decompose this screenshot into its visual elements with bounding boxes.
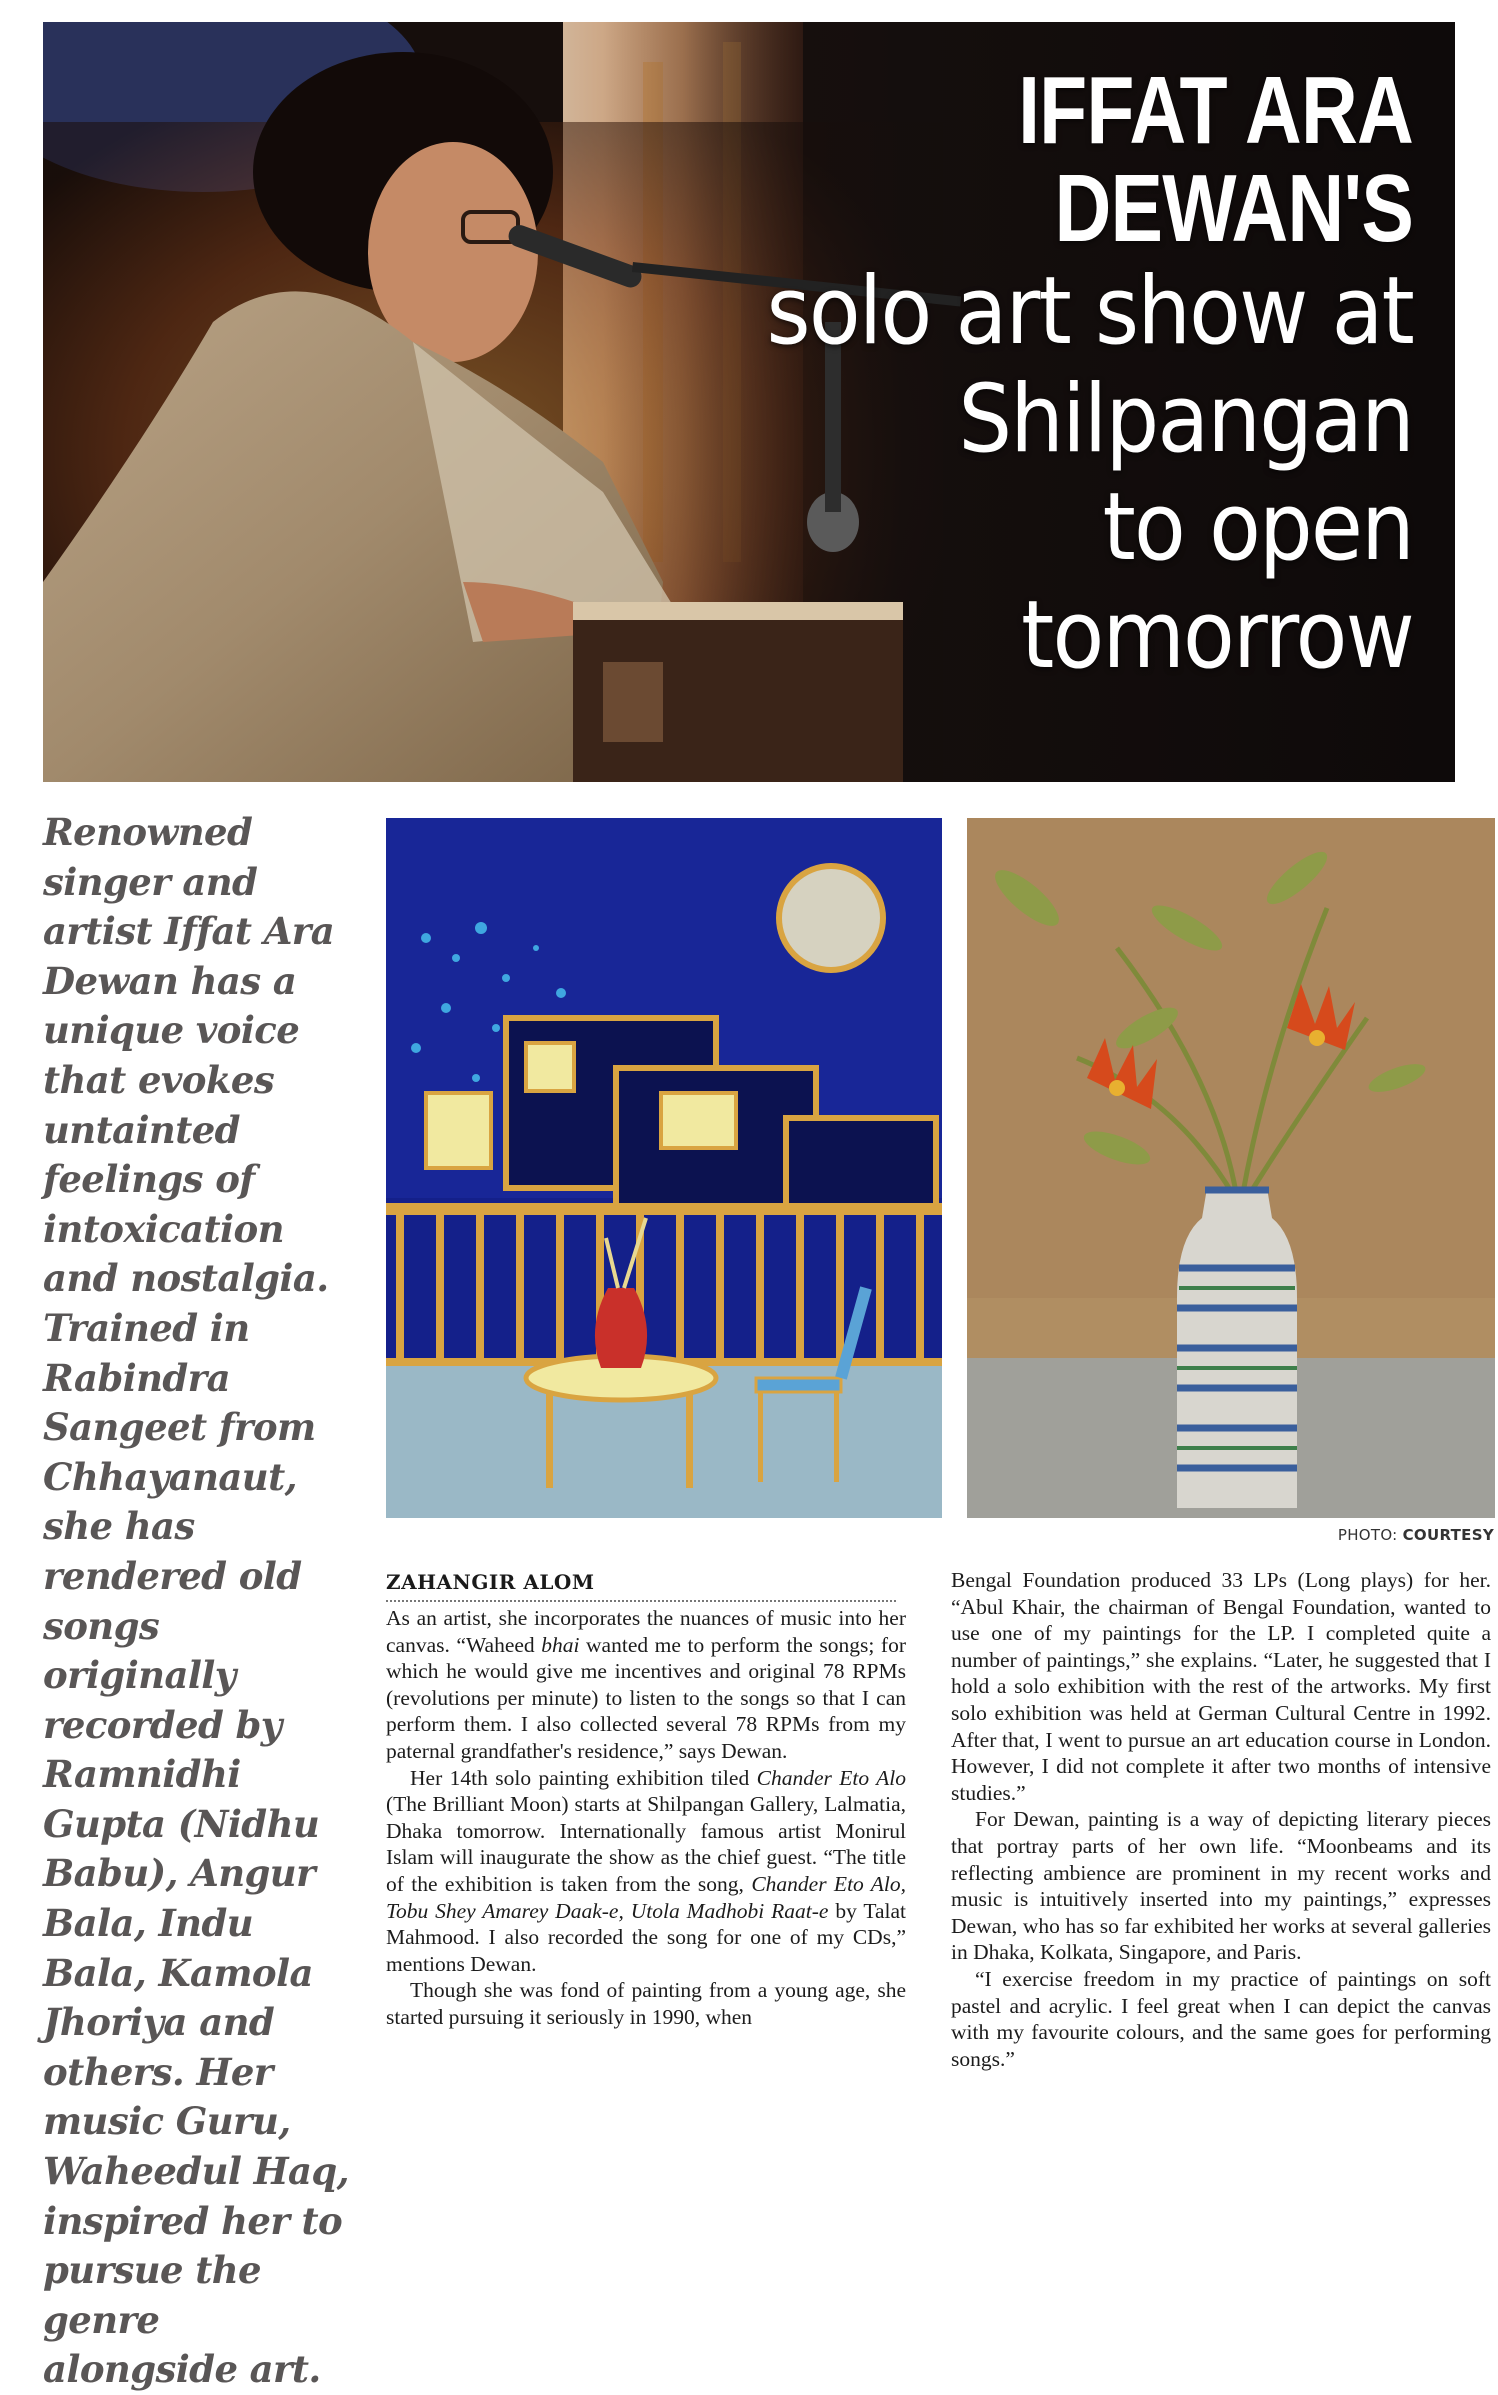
photo-credit <box>1338 1526 1494 1544</box>
text-run: Her 14th solo painting exhibition tiled <box>410 1765 757 1790</box>
pull-quote: Renowned singer and artist Iffat Ara Dewan has a unique voice that evokes untainted feelings of intoxication and nostalgia. Trained in Rabindra Sangeet from Chhayanaut, she has rendered old songs originally recorded by Ramnidhi Gupta (Nidhu Babu), Angur Bala, Indu Bala, Kamola Jhoriya and others. Her music Guru, Waheedul Haq, inspired her to pursue the genre alongside art. <box>43 810 349 2392</box>
hero-photo <box>43 22 1455 782</box>
article-column-1 <box>386 1605 906 2031</box>
headline-line-5: to open <box>1102 473 1413 582</box>
article-paragraph: Bengal Foundation produced 33 LPs (Long plays) for her. “Abul Khair, the chairman of Bengal Foundation, wanted to use one of my paintings for the LP. I completed quite a number of paintings,” she explains. “Later, he suggested that I hold a solo exhibition with the rest of the artworks. My first solo exhibition was held at German Cultural Centre in 1992. After that, I went to pursue an art education course in London. However, I did not complete it after two months of intensive studies.” <box>951 1568 1491 1805</box>
text-run: As an artist, she incorporates the nuances of music into her canvas. “Waheed <box>386 1606 906 1657</box>
painting-moonlit-balcony <box>386 818 942 1518</box>
article-paragraph <box>386 1605 906 1765</box>
painting-flowers-in-vase <box>967 818 1495 1518</box>
headline-line-2: DEWAN'S <box>1054 155 1413 262</box>
text-run: (The Brilliant Moon) starts at Shilpangan Gallery, Lalmatia, Dhaka tomorrow. Internationally famous artist Monirul Islam will inaugurate the show as the chief guest. “The title of the exhibition is taken from the song, <box>386 1792 906 1896</box>
article-paragraph <box>386 1765 906 1978</box>
article-paragraph: For Dewan, painting is a way of depicting literary pieces that portray parts of her own life. “Moonbeams and its reflecting ambience are prominent in my recent works and music is intuitively inserted into my paintings,” expresses Dewan, who has so far exhibited her works at several galleries in Dhaka, Kolkata, Singapore, and Paris. <box>951 1807 1491 1965</box>
article-paragraph: “I exercise freedom in my practice of paintings on soft pastel and acrylic. I feel great when I can depict the canvas with my favourite colours, and the same goes for performing songs.” <box>951 1966 1491 2071</box>
article-column-2 <box>951 1567 1491 2072</box>
headline-line-3: solo art show at <box>766 257 1413 366</box>
text-run: by Talat Mahmood. I also recorded the song for one of my CDs,” mentions Dewan. <box>386 1898 907 1976</box>
headline-line-4: Shilpangan <box>958 365 1413 474</box>
headline-line-6: tomorrow <box>1021 581 1413 690</box>
article-paragraph: Though she was fond of painting from a young age, she started pursuing it seriously in 1990, when <box>386 1978 906 2029</box>
text-run-italic: bhai <box>541 1632 580 1657</box>
photo-credit-value: COURTESY <box>1402 1526 1494 1544</box>
headline <box>593 57 1413 690</box>
byline: ZAHANGIR ALOM <box>386 1570 896 1602</box>
exhibition-title: Chander Eto Alo <box>756 1765 907 1790</box>
song-title: Chander Eto Alo, Tobu Shey Amarey Daak-e, Utola Madhobi Raat-e <box>386 1871 907 1923</box>
photo-credit-label: PHOTO: <box>1337 1526 1398 1544</box>
text-run: wanted me to perform the songs; for which he would give me incentives and original 78 RPMs (revolutions per minute) to listen to the songs so that I can perform them. I also collected several 78 RPMs from my paternal grandfather's residence,” says Dewan. <box>386 1632 906 1763</box>
headline-line-1: IFFAT ARA <box>1018 57 1413 164</box>
